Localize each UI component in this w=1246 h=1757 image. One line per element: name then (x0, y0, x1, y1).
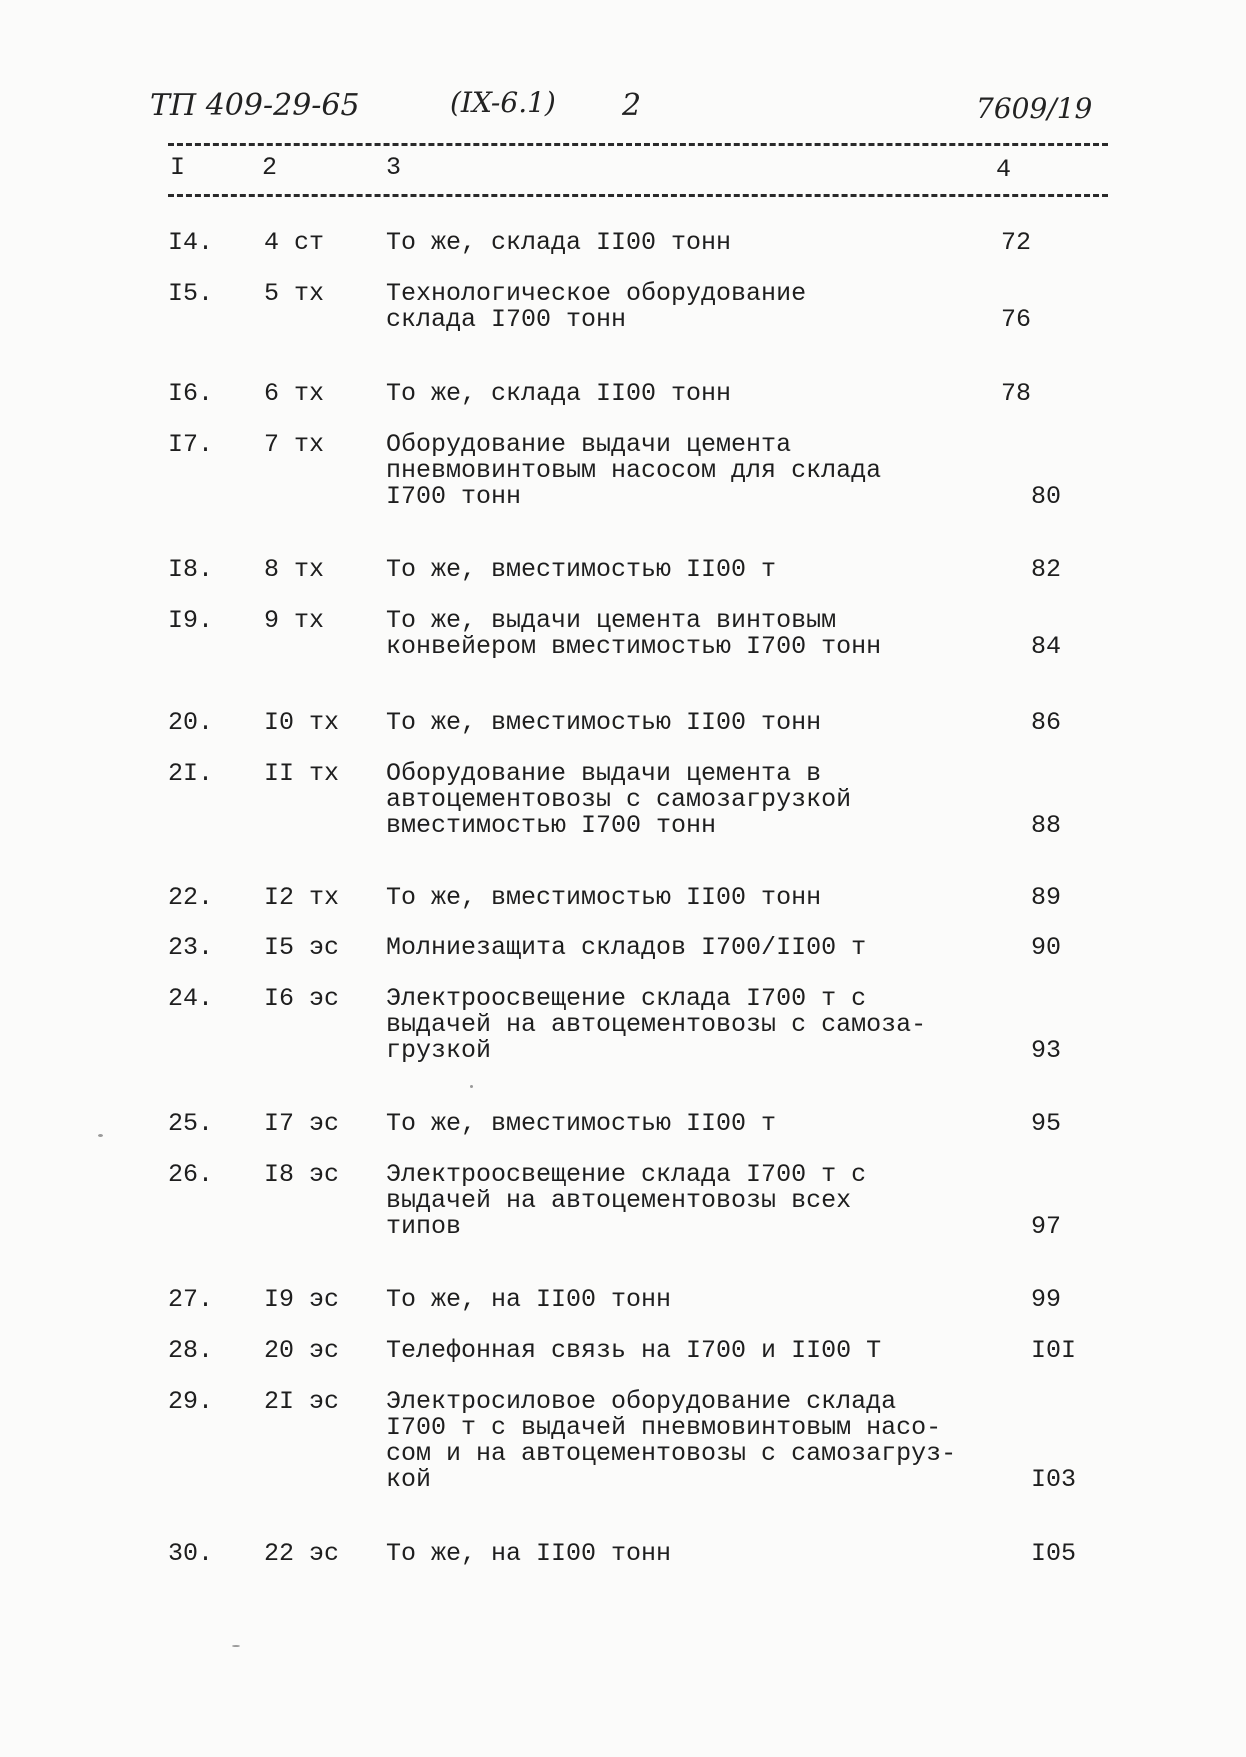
drawing-code: I5 эс (264, 933, 340, 962)
column-header-2: 2 (262, 153, 278, 182)
drawing-code: II тх (264, 759, 340, 788)
drawing-code: I8 эс (264, 1160, 340, 1189)
row-number: I6. (168, 379, 214, 408)
column-header-3: 3 (386, 153, 402, 182)
sheet-page: 88 (1031, 811, 1062, 840)
header-bottom-rule (168, 194, 1108, 197)
sheet-description: То же, вместимостью II00 т (386, 1109, 777, 1138)
sheet-page: 72 (1001, 228, 1032, 257)
sheet-description: То же, вместимостью II00 тонн (386, 708, 822, 737)
sheet-description: Оборудование выдачи цемента пневмовинтовым насосом для склада I700 тонн (386, 430, 882, 511)
row-number: 26. (168, 1160, 214, 1189)
drawing-code: I9 эс (264, 1285, 340, 1314)
row-number: I8. (168, 555, 214, 584)
sheet-page: 95 (1031, 1109, 1062, 1138)
row-number: 27. (168, 1285, 214, 1314)
row-number: 29. (168, 1387, 214, 1416)
sheet-page: I03 (1031, 1465, 1077, 1494)
sheet-page: 97 (1031, 1212, 1062, 1241)
column-header-4: 4 (996, 155, 1012, 184)
sheet-page: 99 (1031, 1285, 1062, 1314)
sheet-page: 89 (1031, 883, 1062, 912)
sheet-description: Оборудование выдачи цемента в автоцементовозы с самозагрузкой вместимостью I700 тонн (386, 759, 852, 840)
row-number: 23. (168, 933, 214, 962)
sheet-description: То же, склада II00 тонн (386, 379, 732, 408)
drawing-code: 7 тх (264, 430, 325, 459)
sheet-page: 82 (1031, 555, 1062, 584)
document-code: ТП 409-29-65 (150, 88, 360, 123)
row-number: 22. (168, 883, 214, 912)
sheet-page: 78 (1001, 379, 1032, 408)
drawing-code: 9 тх (264, 606, 325, 635)
sheet-page: 86 (1031, 708, 1062, 737)
drawing-code: 20 эс (264, 1336, 340, 1365)
row-number: I9. (168, 606, 214, 635)
row-number: 28. (168, 1336, 214, 1365)
drawing-code: 4 ст (264, 228, 325, 257)
sheet-page: 76 (1001, 305, 1032, 334)
row-number: 2I. (168, 759, 214, 788)
sheet-description: Электроосвещение склада I700 т с выдачей на автоцементовозы с самоза- грузкой (386, 984, 927, 1065)
row-number: 30. (168, 1539, 214, 1568)
scan-speck (470, 1085, 473, 1088)
drawing-code: I7 эс (264, 1109, 340, 1138)
page-number: 2 (622, 88, 642, 123)
sheet-page: 84 (1031, 632, 1062, 661)
drawing-code: I6 эс (264, 984, 340, 1013)
sheet-page: 80 (1031, 482, 1062, 511)
section-code: (IX-6.1) (450, 86, 556, 119)
row-number: I4. (168, 228, 214, 257)
sheet-description: То же, вместимостью II00 тонн (386, 883, 822, 912)
scan-speck (232, 1645, 240, 1647)
row-number: 24. (168, 984, 214, 1013)
row-number: I7. (168, 430, 214, 459)
sheet-description: Технологическое оборудование склада I700 тонн (386, 279, 807, 334)
sheet-description: То же, вместимостью II00 т (386, 555, 777, 584)
sheet-description: Электросиловое оборудование склада I700 т с выдачей пневмовинтовым насо- сом и на автоцементовозы с самозагруз- кой (386, 1387, 957, 1494)
header-top-rule (168, 143, 1108, 146)
sheet-description: То же, склада II00 тонн (386, 228, 732, 257)
column-header-1: I (170, 153, 186, 182)
sheet-description: Молниезащита складов I700/II00 т (386, 933, 867, 962)
sheet-page: I05 (1031, 1539, 1077, 1568)
sheet-description: Электроосвещение склада I700 т с выдачей на автоцементовозы всех типов (386, 1160, 867, 1241)
archive-number: 7609/19 (976, 92, 1093, 125)
drawing-code: I0 тх (264, 708, 340, 737)
sheet-description: Телефонная связь на I700 и II00 Т (386, 1336, 882, 1365)
drawing-code: 2I эс (264, 1387, 340, 1416)
drawing-code: I2 тх (264, 883, 340, 912)
sheet-page: 93 (1031, 1036, 1062, 1065)
drawing-code: 8 тх (264, 555, 325, 584)
sheet-description: То же, на II00 тонн (386, 1539, 672, 1568)
row-number: 25. (168, 1109, 214, 1138)
sheet-page: 90 (1031, 933, 1062, 962)
drawing-code: 5 тх (264, 279, 325, 308)
sheet-description: То же, выдачи цемента винтовым конвейером вместимостью I700 тонн (386, 606, 882, 661)
sheet-page: I0I (1031, 1336, 1077, 1365)
scan-speck (98, 1134, 103, 1137)
drawing-code: 6 тх (264, 379, 325, 408)
row-number: I5. (168, 279, 214, 308)
drawing-code: 22 эс (264, 1539, 340, 1568)
sheet-description: То же, на II00 тонн (386, 1285, 672, 1314)
row-number: 20. (168, 708, 214, 737)
